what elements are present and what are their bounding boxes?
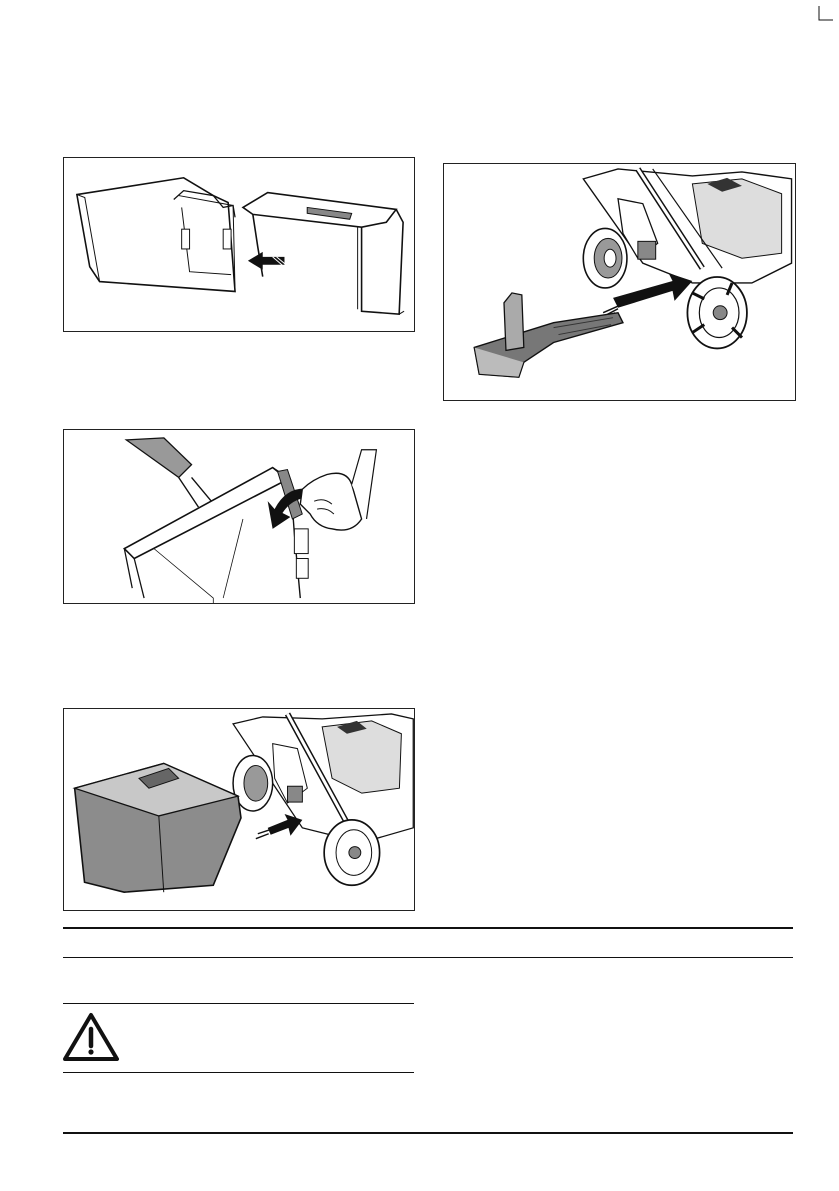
- right-wheel-icon: [324, 820, 379, 885]
- section-rule-top: [63, 927, 793, 929]
- insert-arrow-icon: [248, 252, 289, 270]
- clip-bag-illustration: [64, 430, 414, 603]
- hand-illustration: [300, 450, 376, 530]
- figure-attach-grassbag: [63, 708, 415, 911]
- mulch-plug-part: [474, 293, 623, 377]
- footer-rule: [63, 1132, 793, 1134]
- insert-arrow-icon: [256, 814, 303, 839]
- grassbag-frame-illustration: [64, 158, 414, 331]
- mulch-plug-illustration: [444, 164, 795, 400]
- section-rule-bottom: [63, 957, 793, 958]
- warning-triangle-icon: [63, 1012, 119, 1062]
- figure-mulch-plug: [443, 163, 796, 401]
- figure-grassbag-frame: [63, 157, 415, 332]
- right-wheel-icon: [687, 277, 746, 348]
- figure-clip-bag: [63, 429, 415, 604]
- attach-grassbag-illustration: [64, 709, 414, 910]
- warning-top-line: [63, 1003, 414, 1004]
- left-wheel-icon: [583, 228, 627, 287]
- grassbag-part: [75, 763, 241, 892]
- warning-bottom-line: [63, 1072, 414, 1073]
- warning-box: [63, 1003, 414, 1073]
- page-corner-mark: [815, 6, 833, 24]
